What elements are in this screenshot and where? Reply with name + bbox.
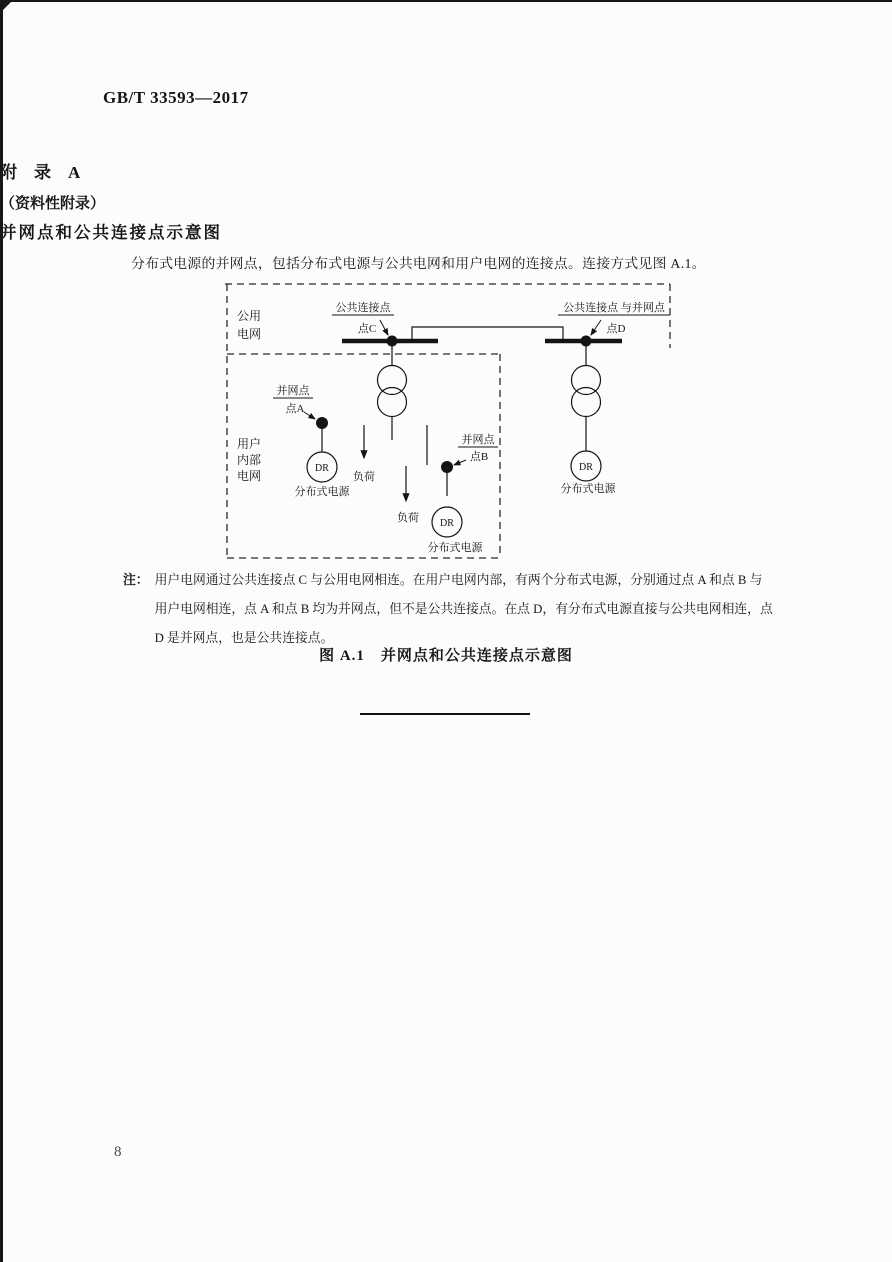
connection-dot-b [441,461,453,473]
public-grid-label-line1: 公用 [237,309,262,323]
load-label-2: 负荷 [397,512,419,524]
note-line: 用户电网通过公共连接点 C 与公用电网相连。在用户电网内部，有两个分布式电源，分别通过点 A 和点 B 与 [154,573,763,587]
load-label-1: 负荷 [353,471,375,483]
connection-dot-d [581,336,592,347]
dg-d-caption: 分布式电源 [560,483,616,495]
transformer-d-coil-top [572,366,601,395]
page-number: 8 [114,1144,122,1160]
transformer-c-coil-bottom [378,388,407,417]
user-grid-label-line2: 内部 [237,453,262,467]
appendix-heading: 并网点和公共连接点示意图 [0,223,222,242]
pcc-c-title: 公共连接点 [335,302,391,314]
poc-a-point: 点A [285,403,305,415]
poc-a-title: 并网点 [276,385,310,397]
scan-edge-left [0,0,3,1262]
note-lines [155,566,813,653]
poc-b-title: 并网点 [461,434,495,446]
poc-b-leader-arrow [454,460,466,465]
figure-caption: 图 A.1 并网点和公共连接点示意图 [319,648,573,664]
note-line: D 是并网点，也是公共连接点。 [154,631,334,645]
pcc-d-title: 公共连接点 与并网点 [563,302,665,314]
connection-dot-c [387,336,398,347]
dg-b-caption: 分布式电源 [427,542,483,554]
figure-a1-diagram [220,280,690,565]
transformer-c-coil-top [378,366,407,395]
intro-paragraph: 分布式电源的并网点，包括分布式电源与公共电网和用户电网的连接点。连接方式见图 A.1。 [131,256,706,271]
end-of-text-rule [360,713,530,715]
dg-circle-a-label: DR [315,463,329,474]
dg-a-caption: 分布式电源 [294,486,350,498]
figure-note [123,566,813,653]
scan-corner-artifact [0,0,13,13]
connection-dot-a [316,417,328,429]
appendix-subtitle: （资料性附录） [0,196,106,212]
appendix-title: 附 录 A [0,163,81,182]
pcc-c-point: 点C [357,323,377,335]
dg-circle-d-label: DR [579,462,593,473]
user-grid-label-line3: 电网 [237,469,262,483]
pcc-d-leader-arrow [591,320,601,335]
public-grid-label-line2: 电网 [237,327,262,341]
user-grid-label-line1: 用户 [237,437,262,451]
note-label: 注： [123,573,149,587]
standard-number-header: GB/T 33593—2017 [103,88,249,107]
pcc-c-leader-arrow [380,320,388,335]
scan-edge-top [0,0,892,2]
dg-circle-b-label: DR [440,518,454,529]
pcc-d-point: 点D [606,323,626,335]
transformer-d-coil-bottom [572,388,601,417]
poc-a-leader-arrow [304,412,315,419]
poc-b-point: 点B [469,451,489,463]
note-line: 用户电网相连，点 A 和点 B 均为并网点，但不是公共连接点。在点 D，有分布式电源直接与公共电网相连，点 [154,602,773,616]
